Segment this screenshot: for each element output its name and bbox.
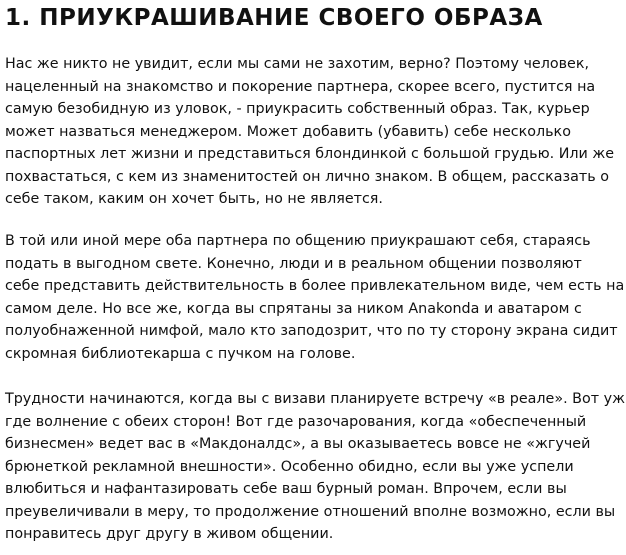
text-line: бизнесмен» ведет вас в «Макдоналдс», а вы оказываетесь вовсе не «жгучей: [5, 436, 591, 452]
paragraph-2: [5, 230, 624, 365]
text-line: Трудности начинаются, когда вы с визави планируете встречу «в реале». Вот уж: [5, 391, 625, 407]
text-line: подать в выгодном свете. Конечно, люди и в реальном общении позволяют: [5, 255, 582, 272]
text-line: скромная библиотекарша с пучком на голове.: [5, 345, 356, 362]
text-line: брюнеткой рекламной внешности». Особенно обидно, если вы уже успели: [5, 458, 574, 475]
text-line: понравитесь друг другу в живом общении.: [5, 526, 334, 542]
text-line: самом деле. Но все же, когда вы спрятаны за ником Anakonda и аватаром с: [5, 300, 582, 317]
text-line: может назваться менеджером. Может добавить (убавить) себе несколько: [5, 123, 571, 140]
text-line: себе таком, каким он хочет быть, но не является.: [5, 191, 383, 207]
text-line: преувеличивали в меру, то продолжение отношений вполне возможно, если вы: [5, 503, 616, 520]
text-line: В той или иной мере оба партнера по общению приукрашают себя, стараясь: [5, 233, 591, 249]
text-line: где волнение с обеих сторон! Вот где разочарования, когда «обеспеченный: [5, 413, 587, 430]
text-line: себе представить действительность в более привлекательном виде, чем есть на: [5, 278, 625, 294]
text-line: самую безобидную из уловок, - приукрасить собственный образ. Так, курьер: [5, 101, 590, 117]
text-line: Нас же никто не увидит, если мы сами не захотим, верно? Поэтому человек,: [5, 56, 590, 72]
section-heading: 1. ПРИУКРАШИВАНИЕ СВОЕГО ОБРАЗА: [5, 5, 543, 31]
text-line: паспортных лет жизни и представиться блондинкой с большой грудью. Или же: [5, 146, 615, 162]
paragraph-1: [5, 53, 614, 211]
text-line: похвастаться, с кем из знаменитостей он лично знаком. В общем, рассказать о: [5, 168, 609, 185]
text-line: влюбиться и нафантазировать себе ваш бурный роман. Впрочем, если вы: [5, 481, 567, 497]
paragraph-3: [5, 388, 625, 546]
text-line: нацеленный на знакомство и покорение партнера, скорее всего, пустится на: [5, 78, 596, 95]
text-line: полуобнаженной нимфой, мало кто заподозрит, что по ту сторону экрана сидит: [5, 323, 618, 339]
